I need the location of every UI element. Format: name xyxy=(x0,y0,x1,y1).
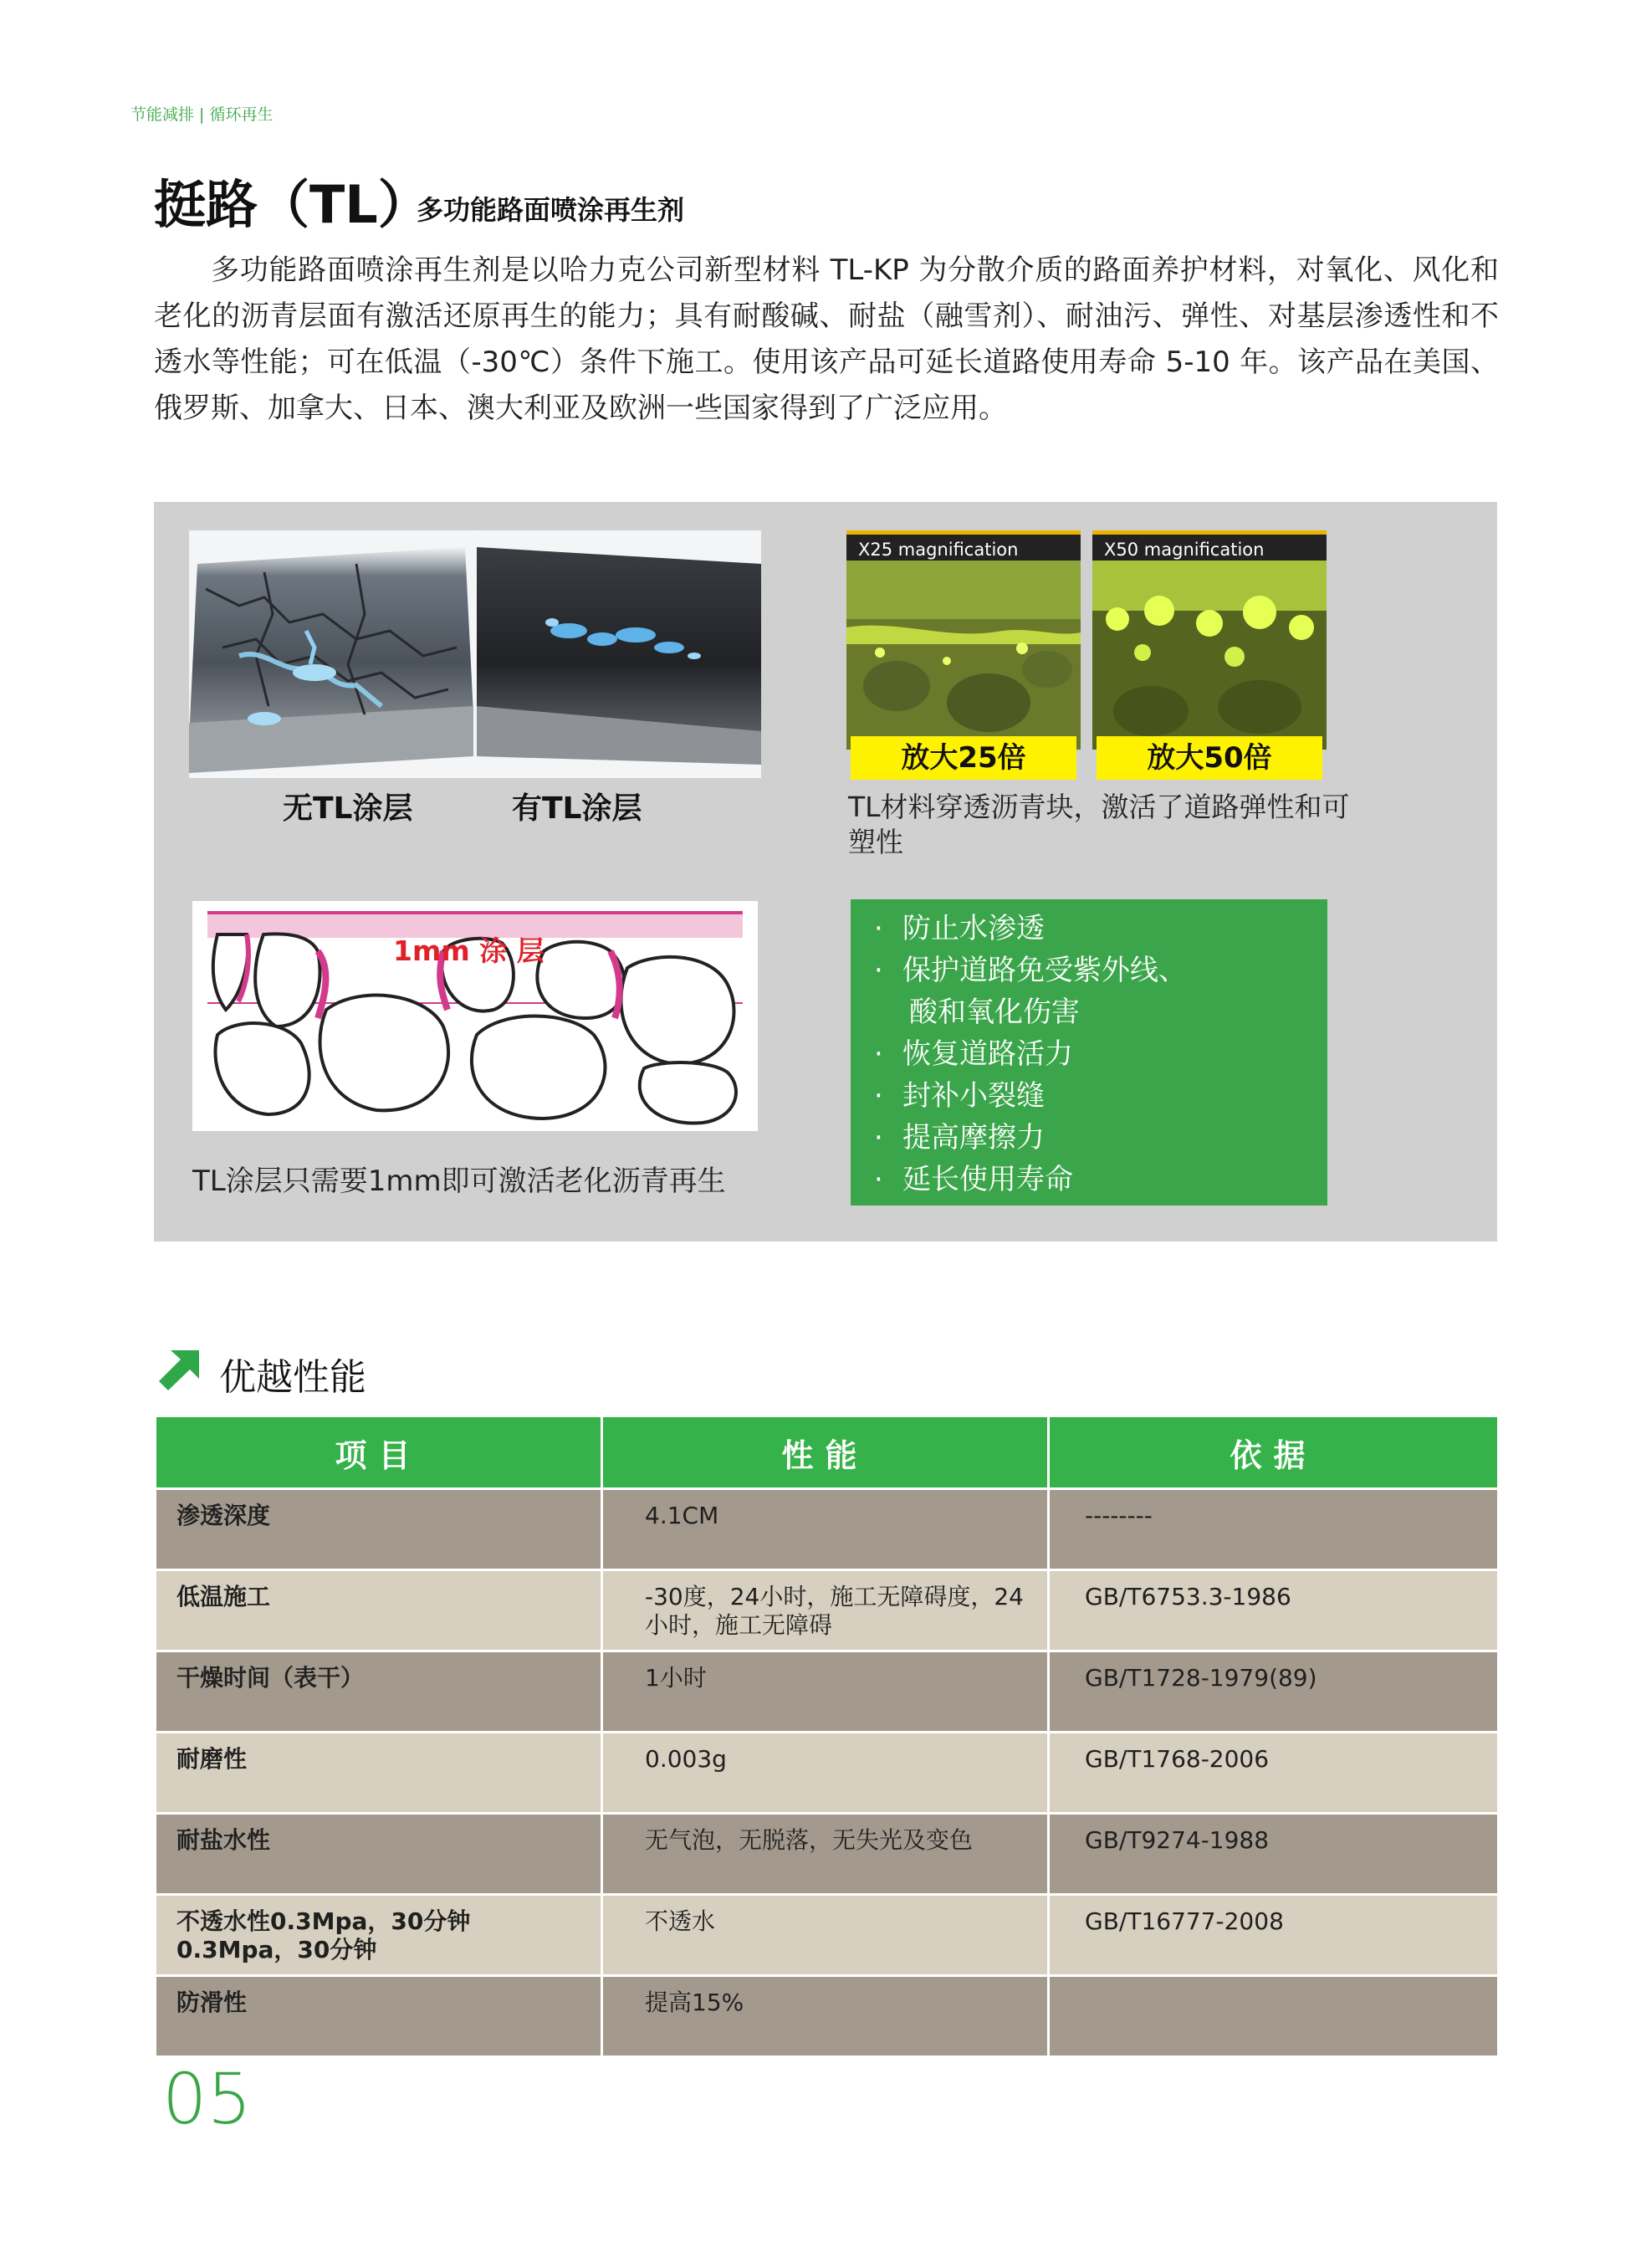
bullet: · xyxy=(874,912,883,945)
micro-header-x50: X50 magnification xyxy=(1092,530,1327,561)
benefit-item: · 防止水渗透 xyxy=(866,908,1327,950)
cell-basis xyxy=(1049,1976,1499,2057)
benefit-item: · 提高摩擦力 xyxy=(866,1117,1327,1159)
page-subtitle: 多功能路面喷涂再生剂 xyxy=(417,194,685,226)
bullet: · xyxy=(874,1037,883,1071)
table-row xyxy=(156,1570,1499,1651)
micro-caption: TL材料穿透沥青块，激活了道路弹性和可塑性 xyxy=(848,791,1350,858)
bullet: · xyxy=(874,1079,883,1113)
table-row xyxy=(156,1651,1499,1733)
micro-image-x50 xyxy=(1092,530,1327,750)
cell-basis: -------- xyxy=(1049,1489,1499,1570)
cell-basis: GB/T1768-2006 xyxy=(1049,1733,1499,1814)
micro-photo-x25 xyxy=(846,561,1081,750)
cell-basis: GB/T9274-1988 xyxy=(1049,1814,1499,1895)
micro-image-x25 xyxy=(846,530,1081,750)
asphalt-comparison-photo xyxy=(189,530,761,778)
cell-performance: 1小时 xyxy=(602,1651,1049,1733)
page-title: 挺路（TL） xyxy=(154,174,430,235)
benefit-item: · 封补小裂缝 xyxy=(866,1075,1327,1117)
micro-photo-x50 xyxy=(1092,561,1327,750)
cell-item: 干燥时间（表干） xyxy=(156,1651,602,1733)
cell-item: 不透水性0.3Mpa，30分钟0.3Mpa，30分钟 xyxy=(156,1895,602,1976)
cell-performance: 4.1CM xyxy=(602,1489,1049,1570)
intro-paragraph: 多功能路面喷涂再生剂是以哈力克公司新型材料 TL-KP 为分散介质的路面养护材料，对氧化、风化和老化的沥青层面有激活还原再生的能力；具有耐酸碱、耐盐（融雪剂）、耐油污、弹性、对基层渗透性和不透水等性能；可在低温（-30℃）条件下施工。使用该产品可延长道路使用寿命 5-10 年。该产品在美国、俄罗斯、加拿大、日本、澳大利亚及欧洲一些国家得到了广泛应用。 xyxy=(154,253,1499,425)
cell-item: 防滑性 xyxy=(156,1976,602,2057)
page-number: 05 xyxy=(162,2058,252,2140)
caption-no-coating: 无TL涂层 xyxy=(283,791,413,826)
table-row xyxy=(156,1733,1499,1814)
coating-diagram xyxy=(192,901,758,1131)
caption-with-coating: 有TL涂层 xyxy=(512,791,642,826)
benefits-box xyxy=(851,899,1327,1206)
table-row xyxy=(156,1976,1499,2057)
cell-item: 耐盐水性 xyxy=(156,1814,602,1895)
table-header-row xyxy=(156,1416,1499,1489)
cell-performance: 无气泡，无脱落，无失光及变色 xyxy=(602,1814,1049,1895)
cell-basis: GB/T16777-2008 xyxy=(1049,1895,1499,1976)
cell-basis: GB/T6753.3-1986 xyxy=(1049,1570,1499,1651)
cell-item: 耐磨性 xyxy=(156,1733,602,1814)
benefit-item-continuation: 酸和氧化伤害 xyxy=(909,996,1080,1029)
cell-item: 渗透深度 xyxy=(156,1489,602,1570)
coating-thickness-label: 1mm 涂 层 xyxy=(393,934,544,967)
cracked-asphalt-image xyxy=(189,530,473,778)
cell-performance: -30度，24小时，施工无障碍度，24小时，施工无障碍 xyxy=(602,1570,1049,1651)
header-basis: 依据 xyxy=(1049,1416,1499,1489)
cell-item: 低温施工 xyxy=(156,1570,602,1651)
benefit-item: · 保护道路免受紫外线、 xyxy=(866,950,1327,991)
performance-title: 优越性能 xyxy=(219,1356,366,1399)
table-row xyxy=(156,1814,1499,1895)
bullet: · xyxy=(874,1121,883,1154)
coated-asphalt-image xyxy=(477,530,761,778)
micro-header-x25: X25 magnification xyxy=(846,530,1081,561)
arrow-up-right-icon xyxy=(159,1350,199,1390)
benefit-item: · 恢复道路活力 xyxy=(866,1033,1327,1075)
cell-performance: 不透水 xyxy=(602,1895,1049,1976)
header-performance: 性能 xyxy=(602,1416,1049,1489)
performance-table xyxy=(154,1415,1500,2058)
header-item: 项目 xyxy=(156,1416,602,1489)
diagram-caption: TL涂层只需要1mm即可激活老化沥青再生 xyxy=(192,1165,726,1198)
magnification-label-25: 放大25倍 xyxy=(851,736,1076,780)
table-row xyxy=(156,1489,1499,1570)
bullet: · xyxy=(874,1163,883,1196)
cell-basis: GB/T1728-1979(89) xyxy=(1049,1651,1499,1733)
magnification-label-50: 放大50倍 xyxy=(1097,736,1322,780)
header-tag: 节能减排 | 循环再生 xyxy=(130,105,274,124)
cell-performance: 0.003g xyxy=(602,1733,1049,1814)
benefit-item: · 延长使用寿命 xyxy=(866,1159,1327,1201)
table-row xyxy=(156,1895,1499,1976)
cell-performance: 提高15% xyxy=(602,1976,1049,2057)
bullet: · xyxy=(874,954,883,987)
